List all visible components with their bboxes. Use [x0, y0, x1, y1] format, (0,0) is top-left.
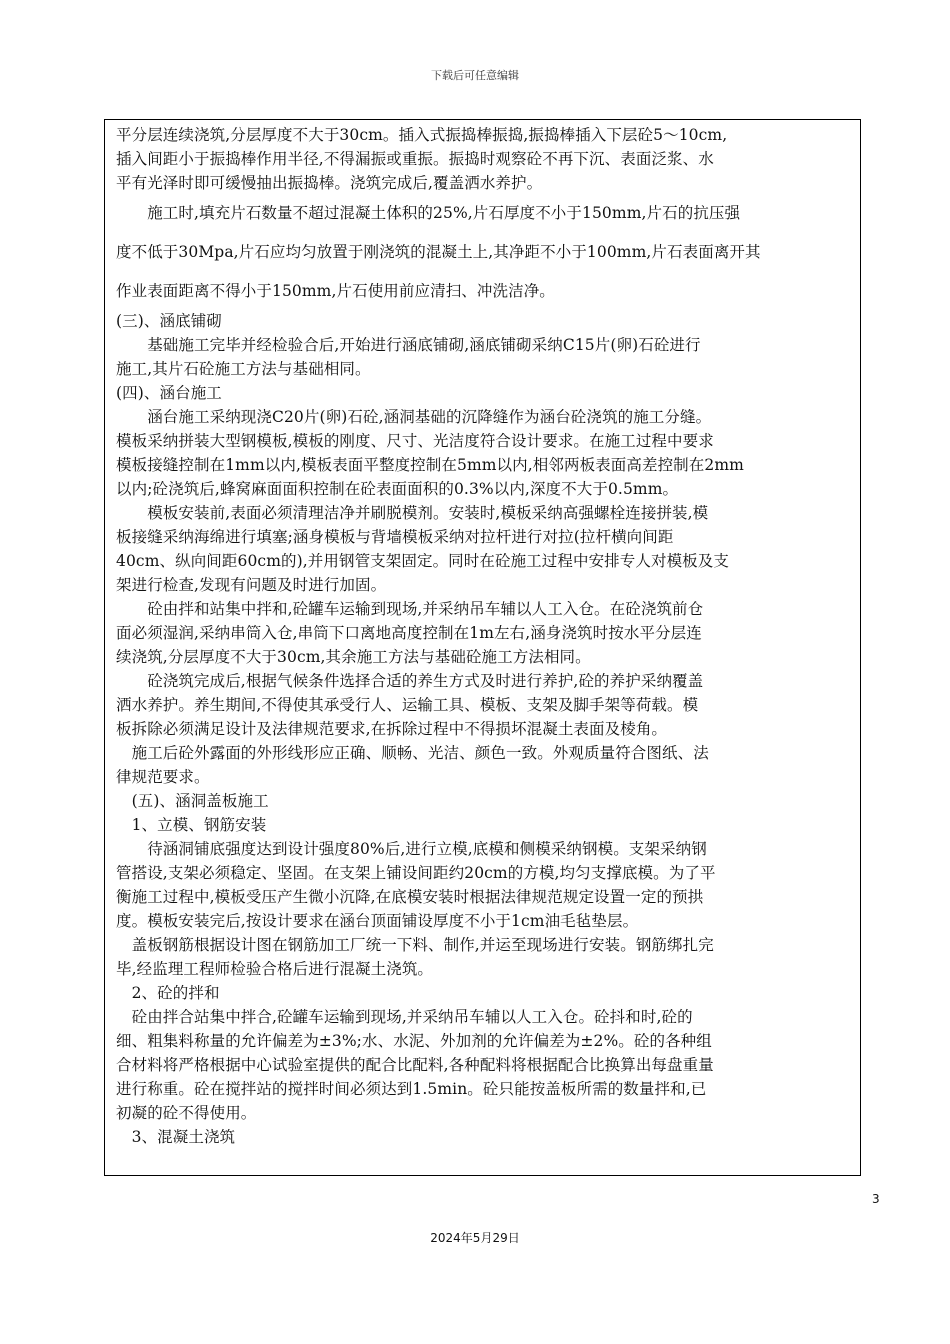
body-line: 盖板钢筋根据设计图在钢筋加工厂统一下料、制作,并运至现场进行安装。钢筋绑扎完 [116, 936, 714, 954]
section-heading: (五)、涵洞盖板施工 [116, 792, 269, 810]
body-line: 涵台施工采纳现浇C20片(卵)石砼,涵洞基础的沉降缝作为涵台砼浇筑的施工分缝。 [116, 408, 712, 426]
body-line: 施工时,填充片石数量不超过混凝土体积的25%,片石厚度不小于150mm,片石的抗压强 [116, 204, 741, 222]
body-line: 初凝的砼不得使用。 [116, 1104, 257, 1122]
body-line: 40cm、纵向间距60cm的),并用钢管支架固定。同时在砼施工过程中安排专人对模板及支 [116, 552, 729, 570]
document-body-box [104, 119, 861, 1176]
body-line: 模板安装前,表面必须清理洁净并刷脱模剂。安装时,模板采纳高强螺栓连接拼装,模 [116, 504, 709, 522]
body-line: 施工后砼外露面的外形线形应正确、顺畅、光洁、颜色一致。外观质量符合图纸、法 [116, 744, 709, 762]
body-line: 律规范要求。 [116, 768, 210, 786]
subsection-heading: 1、立模、钢筋安装 [116, 816, 267, 834]
body-line: 细、粗集料称量的允许偏差为±3%;水、水泥、外加剂的允许偏差为±2%。砼的各种组 [116, 1032, 712, 1050]
body-line: 板拆除必须满足设计及法律规范要求,在拆除过程中不得损坏混凝土表面及棱角。 [116, 720, 668, 738]
body-line: 平分层连续浇筑,分层厚度不大于30cm。插入式振捣棒振捣,振捣棒插入下层砼5～10cm, [116, 126, 728, 144]
body-line: 作业表面距离不得小于150mm,片石使用前应清扫、冲洗洁净。 [116, 282, 555, 300]
body-line: 合材料将严格根据中心试验室提供的配合比配料,各种配料将根据配合比换算出每盘重量 [116, 1056, 714, 1074]
body-line: 模板接缝控制在1mm以内,模板表面平整度控制在5mm以内,相邻两板表面高差控制在2mm [116, 456, 744, 474]
body-line: 续浇筑,分层厚度不大于30cm,其余施工方法与基础砼施工方法相同。 [116, 648, 591, 666]
body-line: 砼由拌合站集中拌合,砼罐车运输到现场,并采纳吊车辅以人工入仓。砼抖和时,砼的 [116, 1008, 693, 1026]
page-header [0, 67, 950, 83]
body-line: 模板采纳拼装大型钢模板,模板的刚度、尺寸、光洁度符合设计要求。在施工过程中要求 [116, 432, 714, 450]
subsection-heading: 3、混凝土浇筑 [116, 1128, 236, 1146]
header-text: 下载后可任意编辑 [431, 69, 519, 82]
body-line: 砼浇筑完成后,根据气候条件选择合适的养生方式及时进行养护,砼的养护采纳覆盖 [116, 672, 704, 690]
body-line: 待涵洞铺底强度达到设计强度80%后,进行立模,底模和侧模采纳钢模。支架采纳钢 [116, 840, 707, 858]
section-culvert-bottom [116, 309, 855, 1149]
body-line: 板接缝采纳海绵进行填塞;涵身模板与背墙模板采纳对拉杆进行对拉(拉杆横向间距 [116, 528, 674, 546]
body-line: 进行称重。砼在搅拌站的搅拌时间必须达到1.5min。砼只能按盖板所需的数量拌和,已 [116, 1080, 707, 1098]
body-line: 施工,其片石砼施工方法与基础相同。 [116, 360, 371, 378]
body-line: 衡施工过程中,模板受压产生微小沉降,在底模安装时根据法律规范规定设置一定的预拱 [116, 888, 704, 906]
paragraph-rubble-fill [116, 201, 855, 318]
footer-date: 2024年5月29日 [430, 1231, 520, 1245]
body-line: 以内;砼浇筑后,蜂窝麻面面积控制在砼表面面积的0.3%以内,深度不大于0.5mm。 [116, 480, 679, 498]
body-line: 插入间距小于振捣棒作用半径,不得漏振或重振。振捣时观察砼不再下沉、表面泛浆、水 [116, 150, 714, 168]
subsection-heading: 2、砼的拌和 [116, 984, 220, 1002]
body-line: 毕,经监理工程师检验合格后进行混凝土浇筑。 [116, 960, 434, 978]
body-line: 度。模板安装完后,按设计要求在涵台顶面铺设厚度不小于1cm油毛毡垫层。 [116, 912, 639, 930]
body-line: 洒水养护。养生期间,不得使其承受行人、运输工具、模板、支架及脚手架等荷载。模 [116, 696, 699, 714]
body-line: 度不低于30Mpa,片石应均匀放置于刚浇筑的混凝土上,其净距不小于100mm,片石表面离开其 [116, 243, 761, 261]
body-line: 平有光泽时即可缓慢抽出振捣棒。浇筑完成后,覆盖洒水养护。 [116, 174, 543, 192]
section-heading: (三)、涵底铺砌 [116, 312, 222, 330]
body-line: 架进行检查,发现有问题及时进行加固。 [116, 576, 387, 594]
body-line: 砼由拌和站集中拌和,砼罐车运输到现场,并采纳吊车辅以人工入仓。在砼浇筑前仓 [116, 600, 704, 618]
body-line: 基础施工完毕并经检验合后,开始进行涵底铺砌,涵底铺砌采纳C15片(卵)石砼进行 [116, 336, 701, 354]
section-heading: (四)、涵台施工 [116, 384, 222, 402]
body-line: 面必须湿润,采纳串筒入仓,串筒下口离地高度控制在1m左右,涵身浇筑时按水平分层连 [116, 624, 702, 642]
paragraph-pour-layers [116, 123, 855, 195]
body-line: 管搭设,支架必须稳定、坚固。在支架上铺设间距约20cm的方模,均匀支撑底模。为了平 [116, 864, 716, 882]
page-footer [0, 1229, 950, 1246]
page-number: 3 [872, 1192, 880, 1206]
